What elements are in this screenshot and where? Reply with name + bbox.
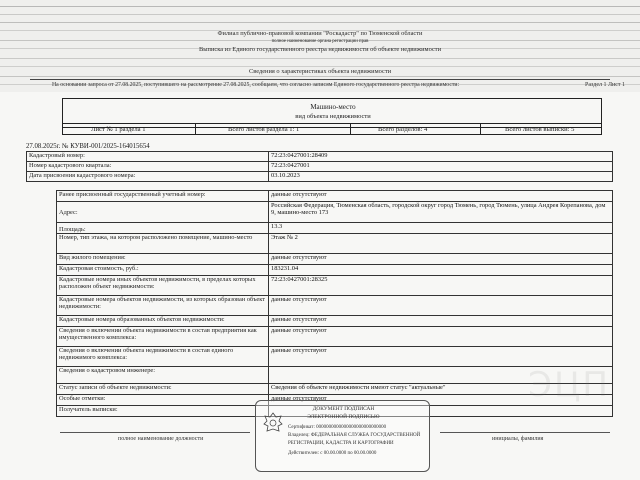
- scan-streak: [0, 6, 640, 7]
- watermark: ЭЦП: [528, 365, 610, 405]
- row-value: данные отсутствуют: [269, 347, 613, 367]
- sheet-total: Всего листов раздела 1: 1: [228, 126, 300, 133]
- header-section-title: Сведения о характеристиках объекта недвижимости: [248, 68, 392, 75]
- sheet-divider: [480, 123, 481, 135]
- row-label: Сведения о кадастровом инженере:: [57, 367, 269, 384]
- table-row: [57, 223, 613, 234]
- object-type-caption: вид объекта недвижимости: [295, 113, 371, 120]
- header-agency-caption: полное наименование органа регистрации прав: [271, 39, 369, 44]
- stamp-line: ЭЛЕКТРОННОЙ ПОДПИСЬЮ: [307, 414, 380, 420]
- stamp-line: Действителен: с 00.00.0000 по 00.00.0000: [288, 451, 377, 456]
- row-label: Статус записи об объекте недвижимости:: [57, 384, 269, 395]
- scan-streak: [0, 58, 640, 59]
- stamp-line: РЕГИСТРАЦИИ, КАДАСТРА И КАРТОГРАФИИ: [288, 441, 394, 446]
- table-row: [57, 296, 613, 316]
- row-value: данные отсутствуют: [269, 316, 613, 327]
- table-row: [57, 234, 613, 254]
- row-value: Этаж № 2: [269, 234, 613, 254]
- scan-streak: [0, 14, 640, 15]
- table-row: [57, 276, 613, 296]
- table-row: [57, 202, 613, 223]
- row-value: 72:23:0427001: [269, 162, 613, 172]
- row-label: Вид жилого помещения:: [57, 254, 269, 265]
- name-caption: инициалы, фамилия: [492, 436, 544, 442]
- electronic-signature-stamp: [255, 400, 430, 472]
- row-label: Сведения о включении объекта недвижимости в состав предприятия как имущественного комплекса:: [57, 327, 269, 347]
- scan-streak: [0, 76, 640, 77]
- row-label: Кадастровые номера иных объектов недвижимости, в пределах которых расположен объект недвижимости:: [57, 276, 269, 296]
- sheet-number: Лист № 1 раздела 1: [91, 126, 146, 133]
- table-row: [57, 265, 613, 276]
- row-label: Площадь:: [57, 223, 269, 234]
- object-type-title: Машино-место: [310, 103, 356, 111]
- row-value: данные отсутствуют: [269, 191, 613, 202]
- row-label: Ранее присвоенный государственный учетный номер:: [57, 191, 269, 202]
- stamp-line: ДОКУМЕНТ ПОДПИСАН: [312, 406, 375, 412]
- record-date-number: 27.08.2025г. № КУВИ-001/2025-164015654: [26, 143, 150, 150]
- razdel-label: Раздел 1 Лист 1: [585, 82, 626, 88]
- row-value: данные отсутствуют: [269, 327, 613, 347]
- row-value: 72:23:0427001:28409: [269, 152, 613, 162]
- table-row: [57, 347, 613, 367]
- header-doc-title: Выписка из Единого государственного реестра недвижимости об объекте недвижимости: [198, 46, 441, 53]
- sheet-divider: [195, 123, 196, 135]
- stamp-line: Владелец: ФЕДЕРАЛЬНАЯ СЛУЖБА ГОСУДАРСТВЕННОЙ: [288, 433, 421, 438]
- stamp-line: Сертификат: 0000000000000000000000000000: [288, 425, 387, 430]
- name-signature-line: [440, 432, 610, 433]
- table-row: [57, 327, 613, 347]
- table-row: [27, 152, 613, 162]
- scan-streak: [0, 66, 640, 67]
- header-basis: На основании запроса от 27.08.2025, поступившего на рассмотрение 27.08.2025, сообщаем, что согласно записям Единого государственного реестра недвижимости:: [52, 82, 460, 88]
- row-label: Кадастровая стоимость, руб.:: [57, 265, 269, 276]
- row-label: Кадастровый номер:: [27, 152, 269, 162]
- row-label: Получатель выписки:: [57, 406, 269, 417]
- row-value: 13.3: [269, 223, 613, 234]
- row-label: Сведения о включении объекта недвижимости в состав единого недвижимого комплекса:: [57, 347, 269, 367]
- table-row: [57, 254, 613, 265]
- row-value: Сведения об объекте недвижимости имеют статус "актуальные": [269, 384, 613, 395]
- sheet-info-row: [62, 123, 602, 135]
- row-label: Адрес:: [57, 202, 269, 223]
- row-label: Особые отметки:: [57, 395, 269, 406]
- row-value: Российская Федерация, Тюменская область, городской округ город Тюмень, город Тюмень, улица Андрея Корепанова, дом 9, машино-место 173: [269, 202, 613, 223]
- row-label: Номер, тип этажа, на котором расположено помещение, машино-место: [57, 234, 269, 254]
- row-label: Дата присвоения кадастрового номера:: [27, 172, 269, 182]
- position-signature-line: [60, 432, 250, 433]
- table-row: [27, 172, 613, 182]
- row-label: Кадастровые номера образованных объектов недвижимости:: [57, 316, 269, 327]
- extract-sheets-total: Всего листов выписки: 5: [505, 126, 575, 133]
- table-row: [57, 316, 613, 327]
- row-value: данные отсутствуют: [269, 395, 613, 406]
- row-value: 03.10.2023: [269, 172, 613, 182]
- table-row: [57, 191, 613, 202]
- position-caption: полное наименование должности: [118, 436, 204, 442]
- row-value: данные отсутствуют: [269, 296, 613, 316]
- scan-streak: [0, 22, 640, 23]
- row-label: Кадастровые номера объектов недвижимости, из которых образован объект недвижимости:: [57, 296, 269, 316]
- row-label: Номер кадастрового квартала:: [27, 162, 269, 172]
- header-rule: [30, 79, 610, 80]
- header-agency: Филиал публично-правовой компании "Роскадастр" по Тюменской области: [217, 30, 423, 37]
- row-value: 183231.04: [269, 265, 613, 276]
- table-row: [27, 162, 613, 172]
- row-value: данные отсутствуют: [269, 254, 613, 265]
- row-value: 72:23:0427001:28325: [269, 276, 613, 296]
- cadastral-table: [26, 151, 613, 182]
- sections-total: Всего разделов: 4: [378, 126, 428, 133]
- sheet-divider: [350, 123, 351, 135]
